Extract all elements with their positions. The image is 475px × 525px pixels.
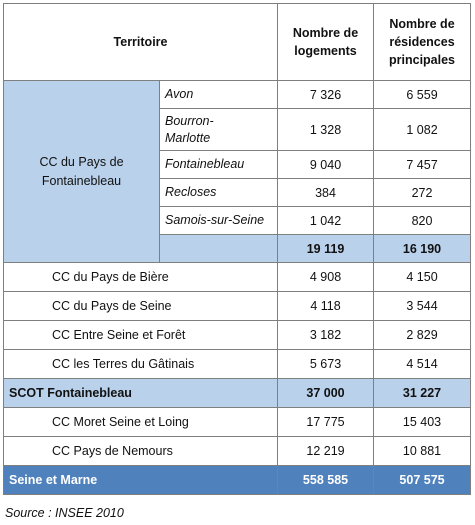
seine-marne-row bbox=[4, 466, 471, 495]
cc-fontainebleau-label: CC du Pays de Fontainebleau bbox=[4, 81, 160, 263]
cell-residences: 1 082 bbox=[374, 109, 471, 151]
territoire-name: CC Pays de Nemours bbox=[4, 437, 278, 466]
cell-residences: 4 514 bbox=[374, 350, 471, 379]
cell-residences: 31 227 bbox=[374, 379, 471, 408]
table-row bbox=[4, 437, 471, 466]
housing-table bbox=[3, 3, 471, 495]
commune-name: Recloses bbox=[160, 179, 278, 207]
territoire-name: CC les Terres du Gâtinais bbox=[4, 350, 278, 379]
header-row bbox=[4, 4, 471, 81]
cell-residences: 2 829 bbox=[374, 321, 471, 350]
cell-residences: 507 575 bbox=[374, 466, 471, 495]
header-residences: Nombre de résidences principales bbox=[374, 4, 471, 81]
cell-residences: 10 881 bbox=[374, 437, 471, 466]
table-row bbox=[4, 350, 471, 379]
cell-logements: 1 328 bbox=[278, 109, 374, 151]
source-note: Source : INSEE 2010 bbox=[5, 506, 124, 520]
table-row bbox=[4, 81, 471, 109]
seine-marne-label: Seine et Marne bbox=[4, 466, 278, 495]
cell-logements: 37 000 bbox=[278, 379, 374, 408]
scot-row bbox=[4, 379, 471, 408]
cell-residences: 4 150 bbox=[374, 263, 471, 292]
cell-residences: 6 559 bbox=[374, 81, 471, 109]
cell-logements: 3 182 bbox=[278, 321, 374, 350]
territoire-name: CC Entre Seine et Forêt bbox=[4, 321, 278, 350]
cell-logements: 384 bbox=[278, 179, 374, 207]
territoire-name: CC Moret Seine et Loing bbox=[4, 408, 278, 437]
territoire-name: CC du Pays de Bière bbox=[4, 263, 278, 292]
territoire-name: CC du Pays de Seine bbox=[4, 292, 278, 321]
cell-logements: 19 119 bbox=[278, 235, 374, 263]
subtotal-blank-cell bbox=[160, 235, 278, 263]
cell-logements: 4 908 bbox=[278, 263, 374, 292]
cell-residences: 7 457 bbox=[374, 151, 471, 179]
commune-name: Bourron-Marlotte bbox=[160, 109, 278, 151]
cell-logements: 7 326 bbox=[278, 81, 374, 109]
commune-name: Fontainebleau bbox=[160, 151, 278, 179]
cell-residences: 3 544 bbox=[374, 292, 471, 321]
table-row bbox=[4, 321, 471, 350]
cell-logements: 9 040 bbox=[278, 151, 374, 179]
table-row bbox=[4, 292, 471, 321]
commune-name: Samois-sur-Seine bbox=[160, 207, 278, 235]
table-row bbox=[4, 263, 471, 292]
cell-residences: 272 bbox=[374, 179, 471, 207]
scot-label: SCOT Fontainebleau bbox=[4, 379, 278, 408]
header-logements: Nombre de logements bbox=[278, 4, 374, 81]
header-territoire: Territoire bbox=[4, 4, 278, 81]
cell-logements: 558 585 bbox=[278, 466, 374, 495]
commune-name: Avon bbox=[160, 81, 278, 109]
cell-residences: 16 190 bbox=[374, 235, 471, 263]
cell-logements: 4 118 bbox=[278, 292, 374, 321]
cell-logements: 12 219 bbox=[278, 437, 374, 466]
cell-logements: 1 042 bbox=[278, 207, 374, 235]
table-row bbox=[4, 408, 471, 437]
cell-residences: 820 bbox=[374, 207, 471, 235]
cell-logements: 17 775 bbox=[278, 408, 374, 437]
cell-residences: 15 403 bbox=[374, 408, 471, 437]
cell-logements: 5 673 bbox=[278, 350, 374, 379]
